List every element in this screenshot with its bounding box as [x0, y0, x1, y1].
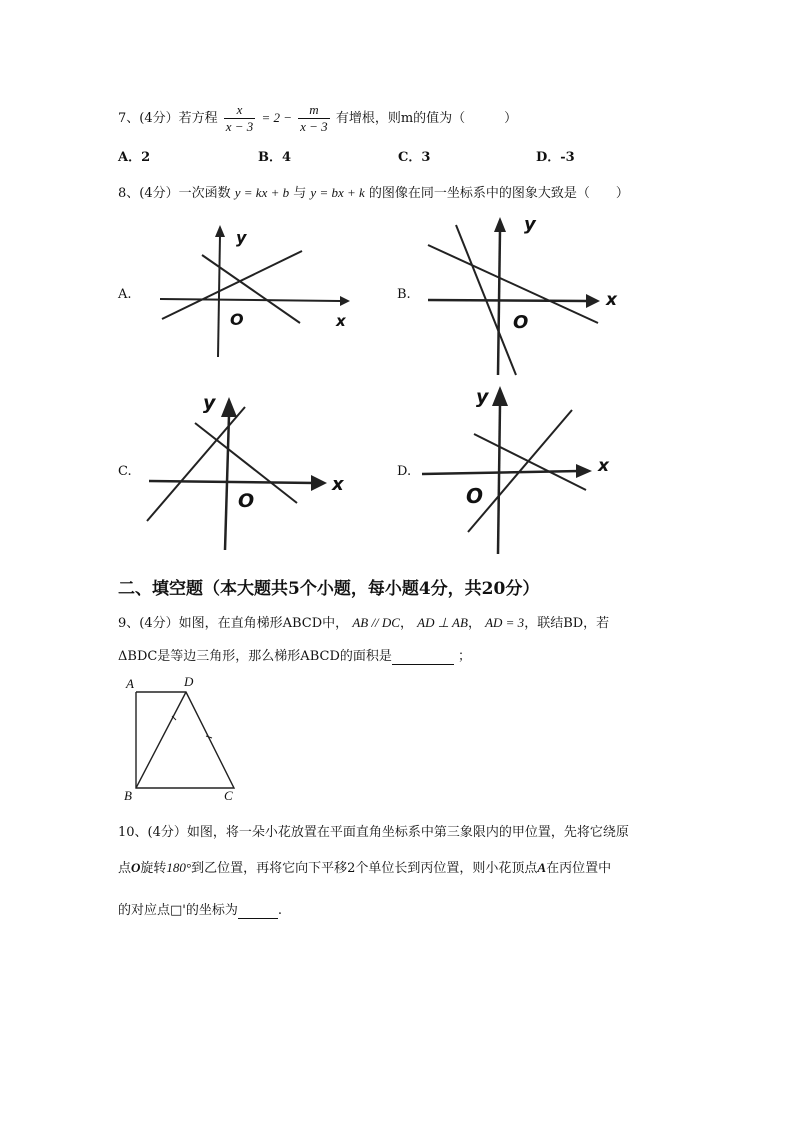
- graph-a-x-axis-label: x: [336, 312, 346, 330]
- graph-c[interactable]: [145, 395, 335, 555]
- q7-fraction-2: $\frac{m}{x - 3}$: [300, 102, 328, 134]
- q8-stem: 8、(4分）一次函数 y = kx + b 与 y = bx + k 的图像在同一坐标系中的图象大致是（ ）: [118, 185, 629, 201]
- q7-option-d[interactable]: D．-3: [536, 150, 575, 165]
- graph-d-label[interactable]: D.: [397, 464, 412, 479]
- q9-trapezoid-figure: [128, 682, 248, 802]
- graph-c-x-axis-label: x: [332, 474, 344, 495]
- q7-option-b[interactable]: B．4: [258, 150, 292, 165]
- graph-d-y-axis-label: y: [476, 386, 489, 408]
- q9-point-d: D: [184, 674, 194, 689]
- graph-b[interactable]: [428, 215, 618, 380]
- q7-equals: = 2 −: [261, 110, 292, 125]
- q10-line-1: 10、(4分）如图，将一朵小花放置在平面直角坐标系中第三象限内的甲位置，先将它绕原: [118, 825, 629, 840]
- q9-point-c: C: [224, 788, 233, 803]
- graph-c-y-axis-label: y: [203, 392, 216, 414]
- graph-c-origin-label: O: [238, 490, 255, 512]
- q10-line-3: 的对应点□'的坐标为 .: [118, 903, 282, 918]
- q9-point-b: B: [124, 788, 132, 803]
- q9-answer-blank[interactable]: [392, 649, 454, 665]
- graph-a[interactable]: [150, 225, 360, 365]
- q9-line-1: 9、(4分）如图，在直角梯形ABCD中， AB // DC， AD ⊥ AB， AD = 3，联结BD，若: [118, 615, 610, 631]
- q7-stem: [118, 100, 517, 136]
- q9-line-2: ΔBDC是等边三角形，那么梯形ABCD的面积是 ；: [118, 649, 472, 664]
- q10-line-2: 点O旋转180°到乙位置，再将它向下平移2个单位长到丙位置，则小花顶点A在丙位置中: [118, 860, 612, 876]
- graph-b-y-axis-label: y: [524, 214, 536, 235]
- graph-a-y-axis-label: y: [236, 228, 247, 247]
- q7-suffix: 有增根，则m的值为（ ）: [335, 111, 518, 126]
- graph-a-origin-label: O: [230, 310, 244, 329]
- graph-a-label[interactable]: A.: [118, 287, 132, 302]
- q7-option-c[interactable]: C．3: [398, 150, 431, 165]
- q9-point-a: A: [126, 676, 134, 691]
- q7-prefix: 7、(4分）若方程: [118, 111, 218, 126]
- graph-b-x-axis-label: x: [606, 290, 617, 310]
- section-2-title: 二、填空题（本大题共5个小题，每小题4分，共20分）: [118, 579, 540, 599]
- q10-answer-blank[interactable]: [238, 903, 278, 919]
- q7-fraction-1: $\frac{x}{x - 3}$: [225, 102, 254, 134]
- graph-d[interactable]: [420, 382, 610, 557]
- q7-option-a[interactable]: A．2: [118, 150, 151, 165]
- graph-d-x-axis-label: x: [598, 456, 609, 476]
- graph-d-origin-label: O: [466, 484, 484, 508]
- graph-c-label[interactable]: C.: [118, 464, 132, 479]
- graph-b-label[interactable]: B.: [397, 287, 411, 302]
- graph-b-origin-label: O: [513, 312, 529, 333]
